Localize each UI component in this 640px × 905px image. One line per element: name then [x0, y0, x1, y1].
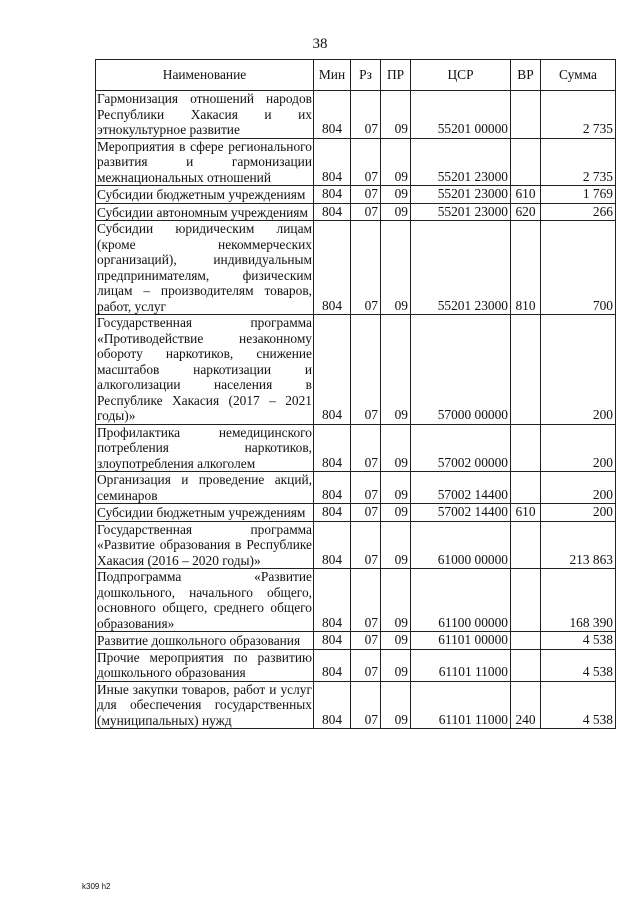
cell-csr: 57002 14400	[411, 472, 511, 504]
cell-csr: 61101 00000	[411, 632, 511, 650]
cell-rz: 07	[351, 203, 381, 221]
cell-rz: 07	[351, 632, 381, 650]
cell-name: Субсидии юридическим лицам (кроме некоммерческих организаций), индивидуальным предпринимателям, физическим лицам – производителям товаров, работ, услуг	[97, 221, 312, 314]
cell-name: Иные закупки товаров, работ и услуг для обеспечения государственных (муниципальных) нужд	[97, 681, 312, 728]
cell-name: Государственная программа «Развитие образования в Республике Хакасия (2016 – 2020 годы)»	[97, 521, 312, 568]
cell-pr: 09	[381, 186, 411, 204]
cell-vr	[511, 424, 541, 472]
cell-vr	[511, 315, 541, 425]
cell-vr: 610	[511, 504, 541, 522]
cell-csr: 61100 00000	[411, 569, 511, 632]
table-row	[96, 138, 616, 186]
cell-sum: 200	[541, 424, 616, 472]
table-row	[96, 521, 616, 569]
cell-sum: 168 390	[541, 569, 616, 632]
cell-sum: 266	[541, 203, 616, 221]
table-row	[96, 504, 616, 522]
cell-rz: 07	[351, 424, 381, 472]
cell-vr	[511, 649, 541, 681]
cell-name: Субсидии бюджетным учреждениям	[96, 186, 314, 204]
cell-pr: 09	[381, 472, 411, 504]
cell-rz: 07	[351, 186, 381, 204]
cell-rz: 07	[351, 91, 381, 139]
cell-min: 804	[314, 521, 351, 569]
cell-name: Профилактика немедицинского потребления наркотиков, злоупотребления алкоголем	[97, 424, 312, 471]
budget-table	[95, 59, 616, 729]
cell-sum: 2 735	[541, 91, 616, 139]
cell-sum: 200	[541, 472, 616, 504]
cell-csr: 55201 23000	[411, 203, 511, 221]
cell-pr: 09	[381, 504, 411, 522]
cell-csr: 55201 23000	[411, 221, 511, 315]
cell-vr	[511, 138, 541, 186]
cell-vr	[511, 91, 541, 139]
cell-min: 804	[314, 221, 351, 315]
table-row	[96, 315, 616, 425]
cell-rz: 07	[351, 221, 381, 315]
cell-pr: 09	[381, 203, 411, 221]
cell-vr: 810	[511, 221, 541, 315]
cell-min: 804	[314, 91, 351, 139]
cell-rz: 07	[351, 649, 381, 681]
cell-csr: 55201 23000	[411, 186, 511, 204]
cell-min: 804	[314, 315, 351, 425]
cell-name: Субсидии автономным учреждениям	[96, 203, 314, 221]
cell-rz: 07	[351, 521, 381, 569]
cell-pr: 09	[381, 424, 411, 472]
cell-vr	[511, 632, 541, 650]
table-row	[96, 186, 616, 204]
cell-sum: 4 538	[541, 632, 616, 650]
cell-rz: 07	[351, 504, 381, 522]
cell-name: Мероприятия в сфере регионального развития и гармонизации межнациональных отношений	[97, 138, 312, 185]
cell-name: Прочие мероприятия по развитию дошкольного образования	[97, 649, 312, 680]
cell-sum: 700	[541, 221, 616, 315]
table-body	[96, 91, 616, 729]
header-rz: Рз	[351, 60, 381, 91]
cell-vr	[511, 472, 541, 504]
cell-rz: 07	[351, 681, 381, 729]
cell-min: 804	[314, 138, 351, 186]
cell-name: Субсидии бюджетным учреждениям	[96, 504, 314, 522]
cell-rz: 07	[351, 315, 381, 425]
cell-sum: 4 538	[541, 681, 616, 729]
cell-min: 804	[314, 186, 351, 204]
cell-min: 804	[314, 424, 351, 472]
header-min: Мин	[314, 60, 351, 91]
cell-name: Подпрограмма «Развитие дошкольного, начального общего, основного общего, среднего общего образования»	[97, 569, 312, 631]
cell-csr: 61101 11000	[411, 681, 511, 729]
cell-csr: 55201 00000	[411, 91, 511, 139]
cell-pr: 09	[381, 138, 411, 186]
cell-min: 804	[314, 649, 351, 681]
cell-sum: 4 538	[541, 649, 616, 681]
cell-name: Гармонизация отношений народов Республики Хакасия и их этнокультурное развитие	[97, 91, 312, 137]
cell-vr: 610	[511, 186, 541, 204]
cell-name: Государственная программа «Противодействие незаконному обороту наркотиков, снижение масштабов наркотизации и алкоголизации населения в Республике Хакасия (2017 – 2021 годы)»	[97, 315, 312, 423]
cell-csr: 61000 00000	[411, 521, 511, 569]
cell-sum: 2 735	[541, 138, 616, 186]
cell-sum: 1 769	[541, 186, 616, 204]
cell-rz: 07	[351, 569, 381, 632]
header-pr: ПР	[381, 60, 411, 91]
cell-vr	[511, 521, 541, 569]
table-row	[96, 681, 616, 729]
cell-pr: 09	[381, 521, 411, 569]
cell-pr: 09	[381, 91, 411, 139]
cell-sum: 200	[541, 504, 616, 522]
cell-csr: 55201 23000	[411, 138, 511, 186]
cell-csr: 57002 14400	[411, 504, 511, 522]
cell-pr: 09	[381, 221, 411, 315]
cell-sum: 200	[541, 315, 616, 425]
cell-pr: 09	[381, 569, 411, 632]
cell-csr: 57000 00000	[411, 315, 511, 425]
cell-pr: 09	[381, 315, 411, 425]
cell-csr: 57002 00000	[411, 424, 511, 472]
table-header-row	[96, 60, 616, 91]
cell-vr: 240	[511, 681, 541, 729]
cell-name: Развитие дошкольного образования	[96, 632, 314, 650]
cell-sum: 213 863	[541, 521, 616, 569]
table-row	[96, 424, 616, 472]
cell-csr: 61101 11000	[411, 649, 511, 681]
table-row	[96, 472, 616, 504]
cell-pr: 09	[381, 632, 411, 650]
cell-rz: 07	[351, 138, 381, 186]
cell-vr	[511, 569, 541, 632]
cell-rz: 07	[351, 472, 381, 504]
footer-code: k309 h2	[82, 882, 111, 891]
cell-name: Организация и проведение акций, семинаров	[97, 472, 312, 503]
table-row	[96, 221, 616, 315]
table-row	[96, 632, 616, 650]
cell-min: 804	[314, 504, 351, 522]
header-sum: Сумма	[541, 60, 616, 91]
table-row	[96, 569, 616, 632]
cell-pr: 09	[381, 681, 411, 729]
cell-min: 804	[314, 472, 351, 504]
cell-min: 804	[314, 681, 351, 729]
table-row	[96, 649, 616, 681]
cell-min: 804	[314, 569, 351, 632]
table-row	[96, 203, 616, 221]
cell-min: 804	[314, 203, 351, 221]
header-name: Наименование	[96, 60, 314, 91]
cell-pr: 09	[381, 649, 411, 681]
table-row	[96, 91, 616, 139]
cell-vr: 620	[511, 203, 541, 221]
page-number: 38	[312, 36, 328, 52]
header-csr: ЦСР	[411, 60, 511, 91]
cell-min: 804	[314, 632, 351, 650]
header-vr: ВР	[511, 60, 541, 91]
